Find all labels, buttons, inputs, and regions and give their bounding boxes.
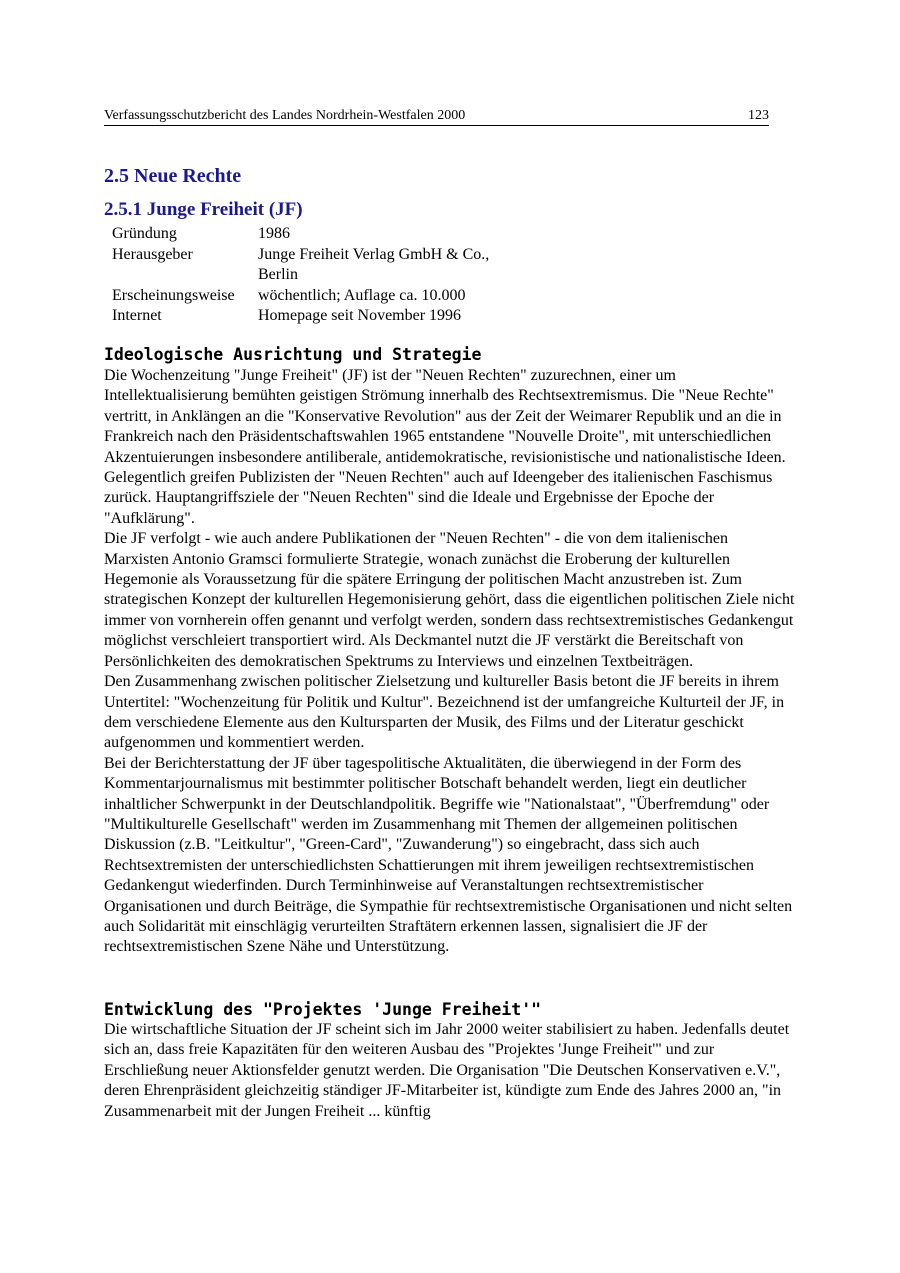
paragraph: Bei der Berichterstattung der JF über tagespolitische Aktualitäten, die überwiegend in der Form des Kommentarjournalismus mit bestimmter politischer Botschaft behandelt werden, liegt ein deutlicher inhaltlicher Schwerpunkt in der Deutschlandpolitik. Begriffe wie "Nationalstaat", "Überfremdung" oder "Multikulturelle Gesellschaft" werden im Zusammenhang mit Themen der allgemeinen politischen Diskussion (z.B. "Leitkultur", "Green-Card", "Zuwanderung") so eingebracht, dass sich auch Rechtsextremisten der unterschiedlichsten Schattierungen mit ihrem jeweiligen rechtsextremistischen Gedankengut wiederfinden. Durch Terminhinweise auf Veranstaltungen rechtsextremistischer Organisationen und durch Beiträge, die Sympathie für rechtsextremistische Organisationen und nicht selten auch Solidarität mit einschlägig verurteilten Straftätern erkennen lassen, signalisiert die JF der rechtsextremistischen Szene Nähe und Unterstützung. [104, 754, 793, 956]
header-title: Verfassungsschutzbericht des Landes Nordrhein-Westfalen 2000 [104, 108, 466, 123]
subsection-heading: 2.5.1 Junge Freiheit (JF) [104, 199, 303, 220]
paragraph: Die JF verfolgt - wie auch andere Publikationen der "Neuen Rechten" - die von dem italienischen Marxisten Antonio Gramsci formulierte Strategie, wonach zunächst die Eroberung der kulturellen Hegemonie als Voraussetzung für die spätere Erringung der politischen Macht anzustreben ist. Zum strategischen Konzept der kulturellen Hegemonisierung gehört, dass die eigentlichen politischen Ziele nicht immer von vornherein offen genannt und verfolgt werden, sondern dass rechtsextremistisches Gedankengut möglichst verschleiert transportiert wird. Als Deckmantel nutzt die JF verstärkt die Bereitschaft von Persönlichkeiten des demokratischen Spektrums zu Interviews und einzelnen Textbeiträgen. [104, 530, 795, 670]
ideology-heading: Ideologische Ausrichtung und Strategie [104, 345, 482, 364]
fact-value: Homepage seit November 1996 [258, 307, 462, 324]
table-row [112, 245, 528, 286]
development-body [104, 1020, 796, 1122]
section-heading: 2.5 Neue Rechte [104, 165, 242, 187]
paragraph: Den Zusammenhang zwischen politischer Zielsetzung und kultureller Basis betont die JF bereits in ihrem Untertitel: "Wochenzeitung für Politik und Kultur". Bezeichnend ist der umfangreiche Kulturteil der JF, in dem verschiedene Elemente aus den Kultursparten der Musik, des Films und der Literatur geschickt aufgenommen und kommentiert werden. [104, 673, 785, 752]
ideology-body [104, 366, 796, 958]
development-heading: Entwicklung des "Projektes 'Junge Freiheit'" [104, 1000, 542, 1019]
page-number: 123 [748, 108, 769, 123]
fact-key: Gründung [112, 225, 177, 242]
paragraph: Die wirtschaftliche Situation der JF scheint sich im Jahr 2000 weiter stabilisiert zu haben. Jedenfalls deutet sich an, dass freie Kapazitäten für den weiteren Ausbau des "Projektes 'Junge Freiheit'" und zur Erschließung neuer Aktionsfelder genutzt werden. Die Organisation "Die Deutschen Konservativen e.V.", deren Ehrenpräsident gleichzeitig ständiger JF-Mitarbeiter ist, kündigte zum Ende des Jahres 2000 an, "in Zusammenarbeit mit der Jungen Freiheit ... künftig [104, 1021, 790, 1120]
fact-key: Internet [112, 307, 162, 324]
running-header [104, 108, 769, 126]
fact-value: 1986 [258, 225, 290, 242]
table-row [112, 306, 528, 327]
fact-key: Herausgeber [112, 245, 193, 263]
fact-value: Junge Freiheit Verlag GmbH & Co., Berlin [258, 245, 490, 283]
table-row [112, 286, 528, 307]
fact-key: Erscheinungsweise [112, 286, 235, 304]
facts-table [112, 224, 528, 327]
fact-value: wöchentlich; Auflage ca. 10.000 [258, 286, 466, 304]
table-row [112, 224, 528, 245]
paragraph: Die Wochenzeitung "Junge Freiheit" (JF) ist der "Neuen Rechten" zuzurechnen, einer um Intellektualisierung bemühten geistigen Strömung innerhalb des Rechtsextremismus. Die "Neue Rechte" vertritt, in Anklängen an die "Konservative Revolution" aus der Zeit der Weimarer Republik und an die in Frankreich nach den Präsidentschaftswahlen 1965 entstandene "Nouvelle Droite", mit unterschiedlichen Akzentuierungen insbesondere antiliberale, antidemokratische, revisionistische und nationalistische Ideen. Gelegentlich greifen Publizisten der "Neuen Rechten" auch auf Ideengeber des italienischen Faschismus zurück. Hauptangriffsziele der "Neuen Rechten" sind die Ideale und Ergebnisse der Epoche der "Aufklärung". [104, 367, 786, 527]
